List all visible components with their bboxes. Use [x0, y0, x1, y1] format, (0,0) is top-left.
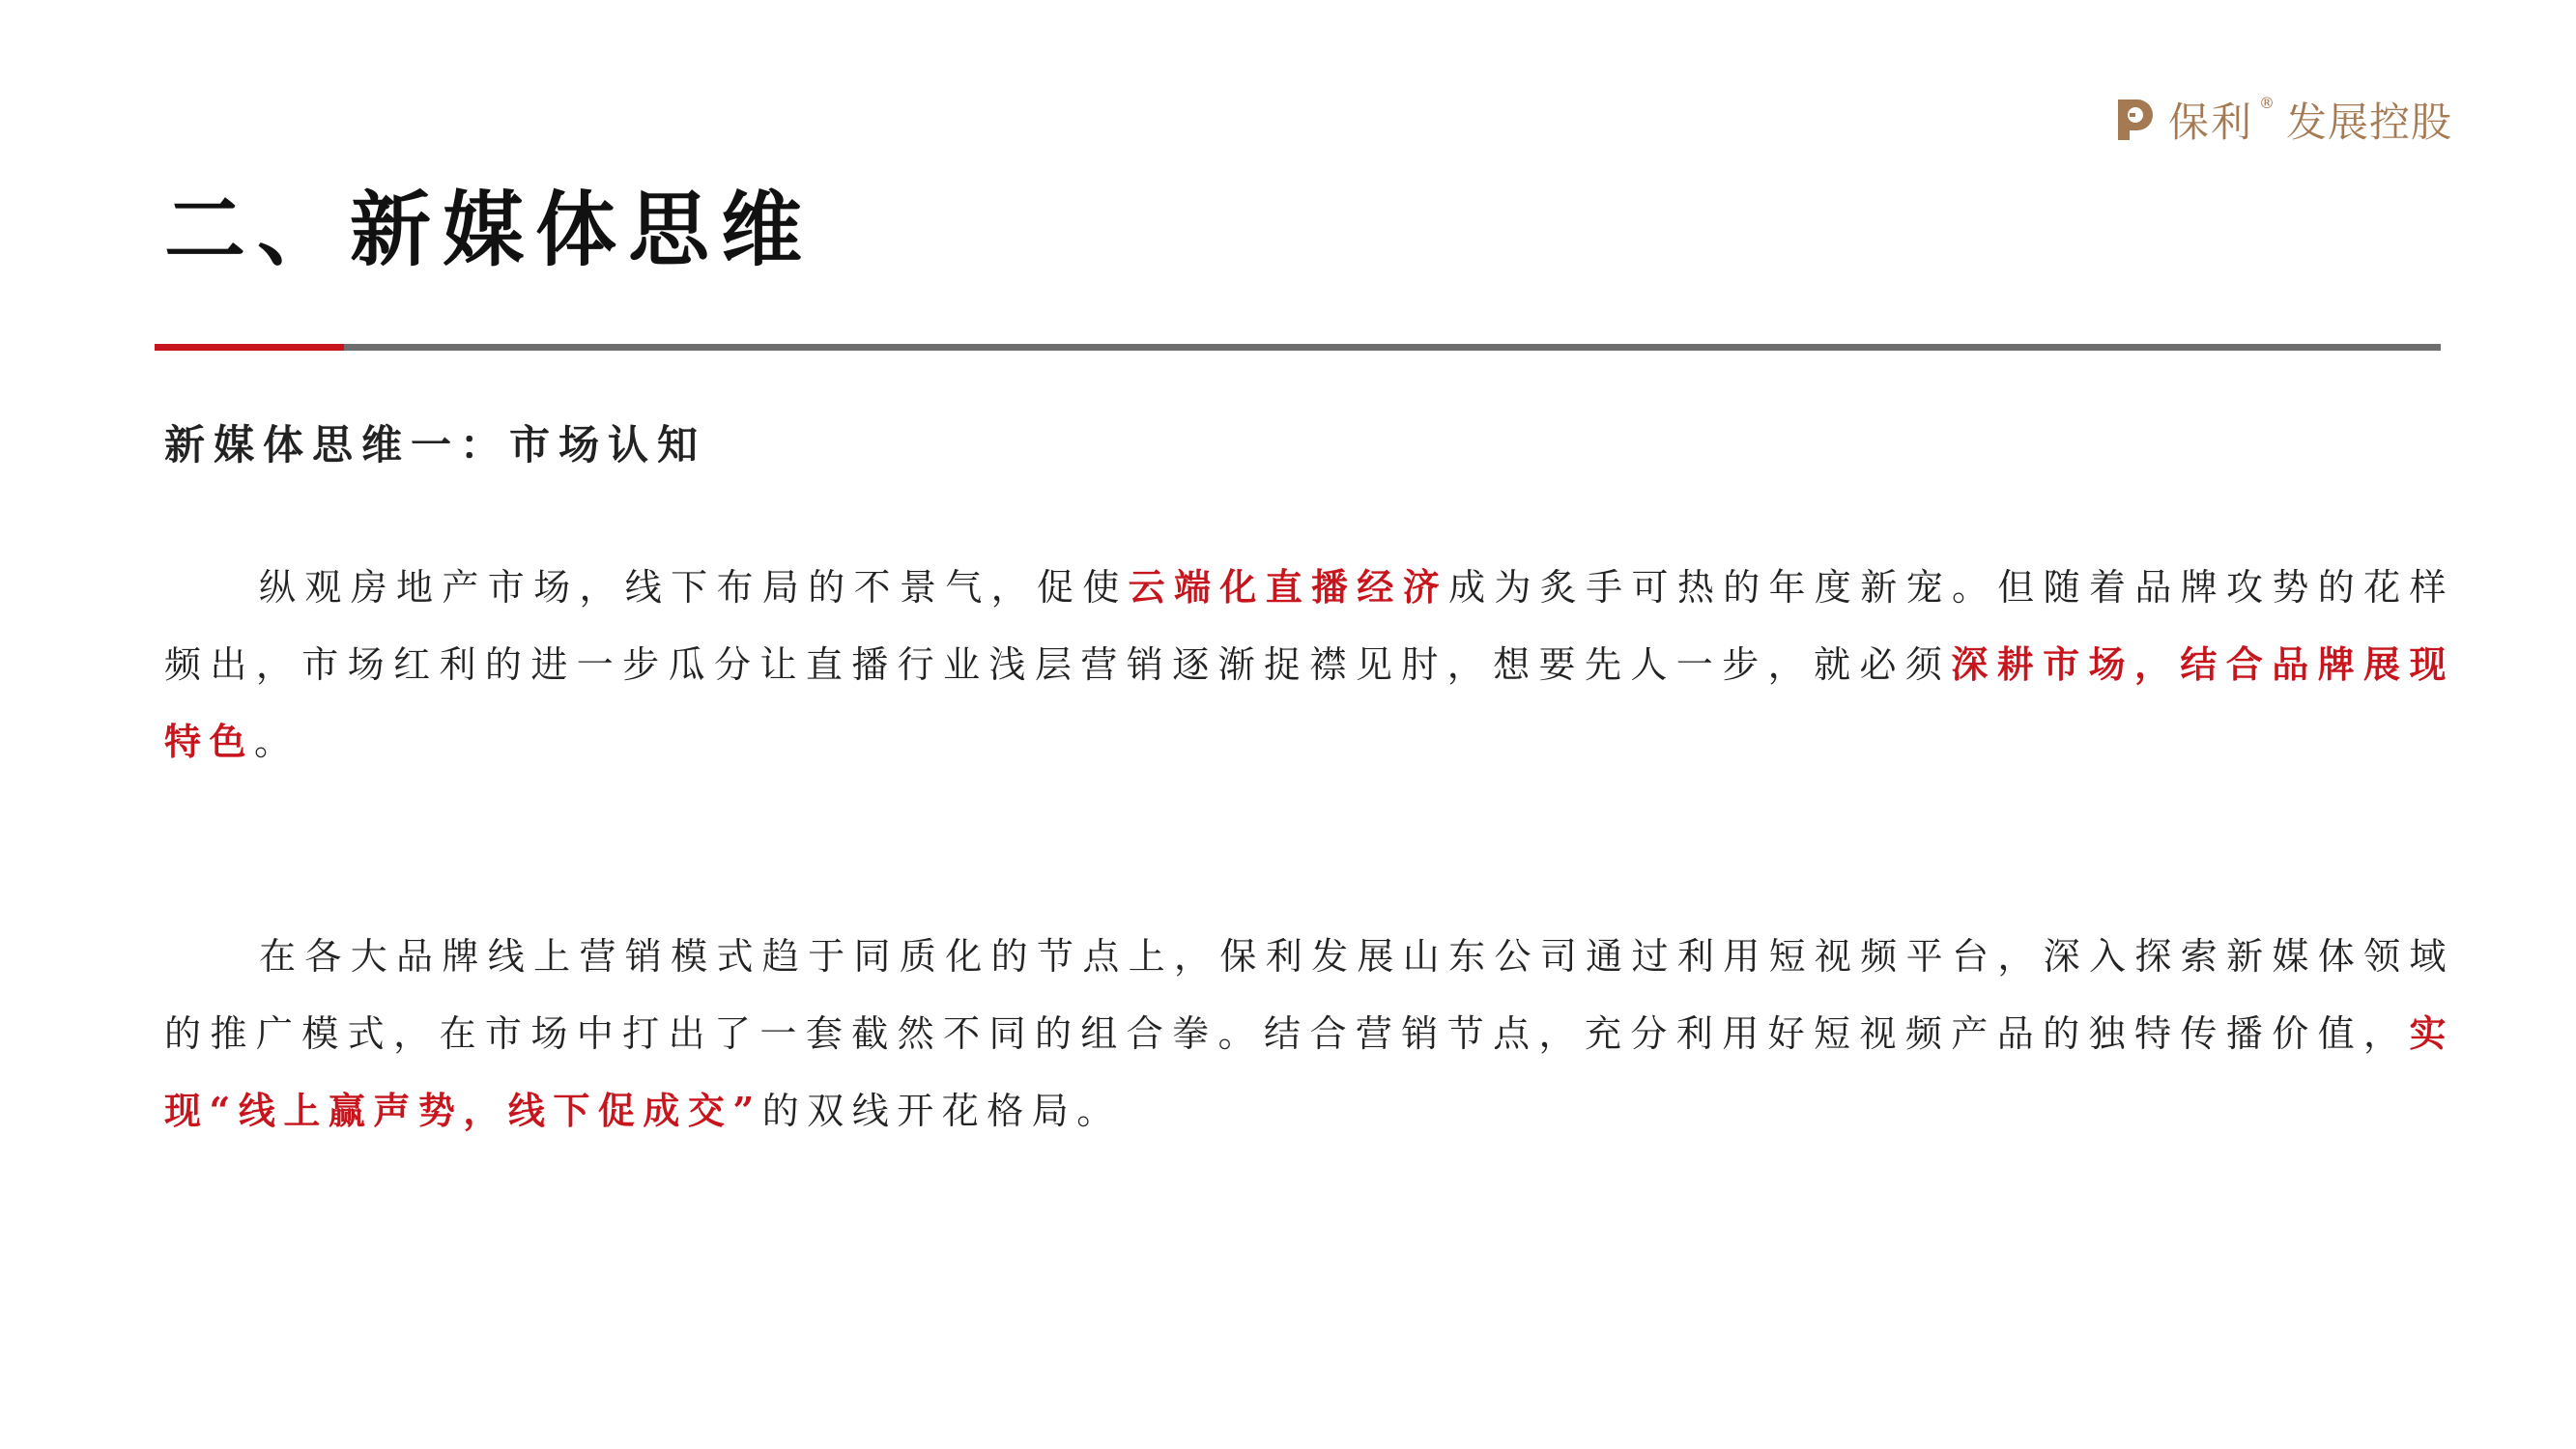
logo-subtitle: 发展控股 [2286, 99, 2453, 146]
paragraph-2-text: 的双线开花格局。 [761, 1090, 1122, 1132]
divider-accent [155, 344, 344, 351]
poly-logo [2112, 93, 2452, 147]
logo-registered-mark: ® [2259, 93, 2275, 112]
title-divider [155, 344, 2441, 351]
paragraph-1-text: 纵观房地产市场，线下布局的不景气，促使 [259, 566, 1129, 609]
paragraph-2 [164, 918, 2454, 1150]
paragraph-2-text: 在各大品牌线上营销模式趋于同质化的节点上，保利发展山东公司通过利用短视频平台，深入探索新媒体领域的推广模式，在市场中打出了一套截然不同的组合拳。结合营销节点，充分利用好短视频产品的独特传播价值， [164, 935, 2454, 1055]
poly-logo-icon [2112, 96, 2157, 144]
paragraph-1-text: 。 [254, 721, 300, 763]
paragraph-1-text: 成为炙手可热的年度新宠。但随着品牌攻势的花样频出，市场红利的进一步瓜分让直播行业浅层营销逐渐捉襟见肘，想要先人一步，就必须 [164, 566, 2454, 686]
section-heading: 新媒体思维一：市场认知 [164, 421, 707, 469]
page-title: 二、新媒体思维 [164, 182, 815, 277]
paragraph-1 [164, 549, 2454, 781]
paragraph-2-highlight: 实现“线上赢声势，线下促成交” [164, 1011, 2454, 1132]
paragraph-1-highlight: 云端化直播经济 [1128, 565, 1449, 609]
paragraph-1-highlight: 深耕市场，结合品牌展现特色 [164, 642, 2454, 763]
divider-base [344, 344, 2441, 351]
logo-brand-text: 保利 [2168, 99, 2254, 146]
